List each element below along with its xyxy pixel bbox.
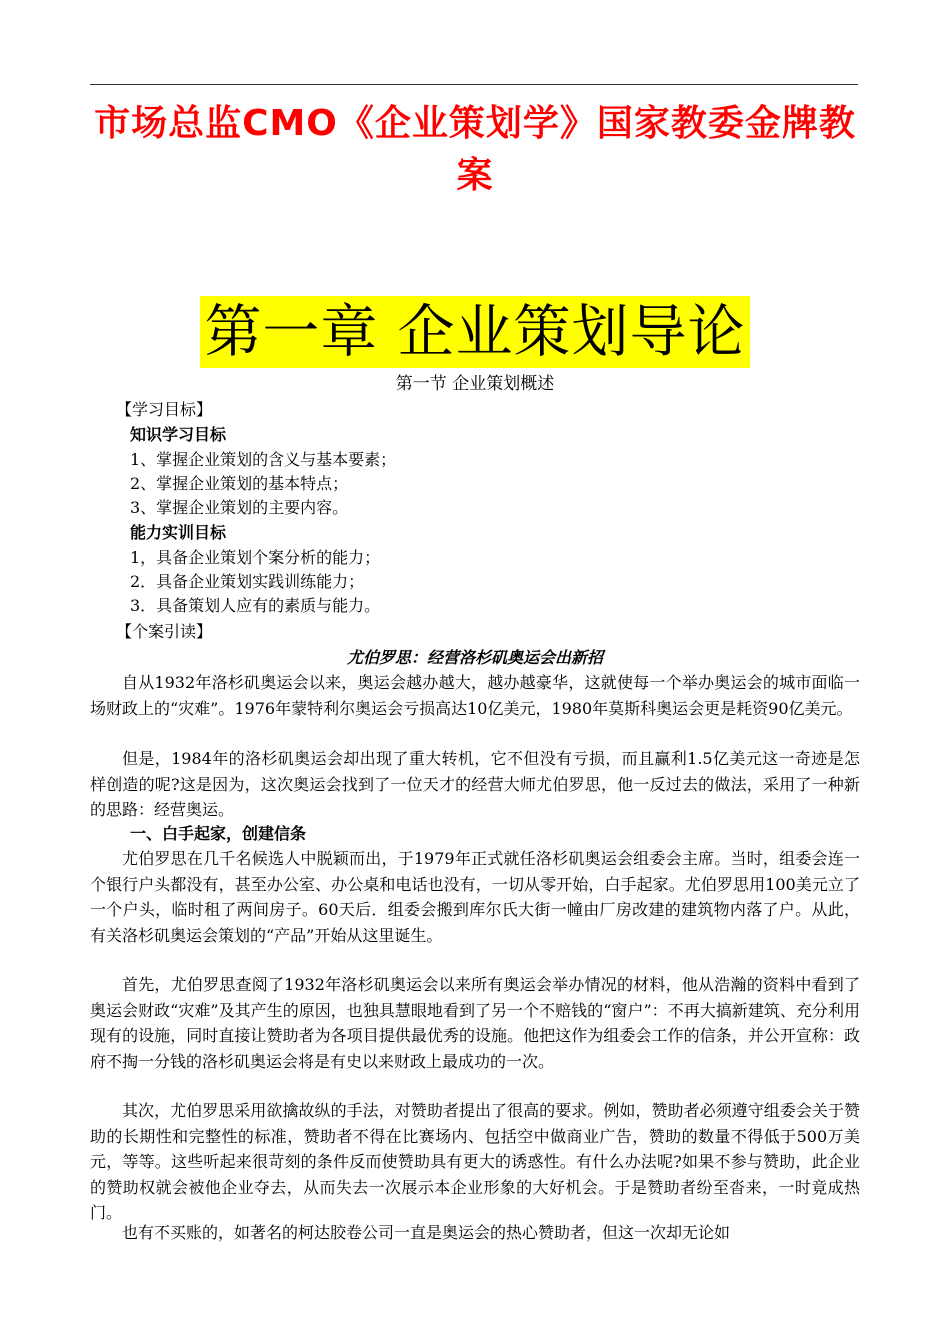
chapter-heading-wrapper [0,296,950,368]
body-paragraph: 首先，尤伯罗思查阅了1932年洛杉矶奥运会以来所有奥运会举办情况的材料，他从浩瀚的资料中看到了奥运会财政“灾难”及其产生的原因，也独具慧眼地看到了另一个不赔钱的“窗户”：不再大搞新建筑、充分利用现有的设施，同时直接让赞助者为各项目提供最优秀的设施。他把这作为组委会工作的信条，并公开宣称：政府不掏一分钱的洛杉矶奥运会将是有史以来财政上最成功的一次。 [90,975,860,1071]
body-paragraph: 尤伯罗思在几千名候选人中脱颖而出，于1979年正式就任洛杉矶奥运会组委会主席。当时，组委会连一个银行户头都没有，甚至办公室、办公桌和电话也没有，一切从零开始，白手起家。尤伯罗思用100美元立了一个户头，临时租了两间房子。60天后．组委会搬到库尔氏大街一幢由厂房改建的建筑物内落了户。从此，有关洛杉矶奥运会策划的“产品”开始从这里诞生。 [90,849,860,945]
header-rule [90,84,858,85]
case-paragraph: 自从1932年洛杉矶奥运会以来，奥运会越办越大，越办越豪华，这就使每一个举办奥运会的城市面临一场财政上的“灾难”。1976年蒙特利尔奥运会亏损高达10亿美元，1980年莫斯科奥运会更是耗资90亿美元。 [90,673,860,718]
case-paragraph: 但是，1984年的洛杉矶奥运会却出现了重大转机，它不但没有亏损，而且赢利1.5亿美元这一奇迹是怎样创造的呢?这是因为，这次奥运会找到了一位天才的经营大师尤伯罗思，他一反过去的做法，采用了一种新的思路：经营奥运。 [90,749,860,820]
case-subheading: 一、白手起家，创建信条 [130,824,307,843]
knowledge-objectives-heading: 知识学习目标 [130,425,227,444]
body-paragraph: 也有不买账的，如著名的柯达胶卷公司一直是奥运会的热心赞助者，但这一次却无论如 [122,1223,731,1242]
knowledge-objective-item: 2、掌握企业策划的基本特点； [130,474,349,493]
section-title: 第一节 企业策划概述 [395,374,555,394]
case-title: 尤伯罗思：经营洛杉矶奥运会出新招 [346,648,603,667]
objectives-heading: 【学习目标】 [116,400,213,419]
body-paragraph: 其次，尤伯罗思采用欲擒故纵的手法，对赞助者提出了很高的要求。例如，赞助者必须遵守组委会关于赞助的长期性和完整性的标准，赞助者不得在比赛场内、包括空中做商业广告，赞助的数量不得低于500万美元，等等。这些听起来很苛刻的条件反而使赞助具有更大的诱惑性。有什么办法呢?如果不参与赞助，此企业的赞助权就会被他企业夺去，从而失去一次展示本企业形象的大好机会。于是赞助者纷至沓来，一时竟成热门。 [90,1101,860,1223]
ability-objective-item: 3．具备策划人应有的素质与能力。 [130,596,381,615]
knowledge-objective-item: 1、掌握企业策划的含义与基本要素； [130,450,397,469]
ability-objective-item: 2．具备企业策划实践训练能力； [130,572,365,591]
chapter-title: 第一章 企业策划导论 [200,296,749,368]
knowledge-objective-item: 3、掌握企业策划的主要内容。 [130,498,349,517]
ability-objective-item: 1，具备企业策划个案分析的能力； [130,548,381,567]
document-title: 市场总监CMO《企业策划学》国家教委金牌教案 [94,103,856,196]
ability-objectives-heading: 能力实训目标 [130,523,227,542]
case-heading: 【个案引读】 [116,622,213,641]
